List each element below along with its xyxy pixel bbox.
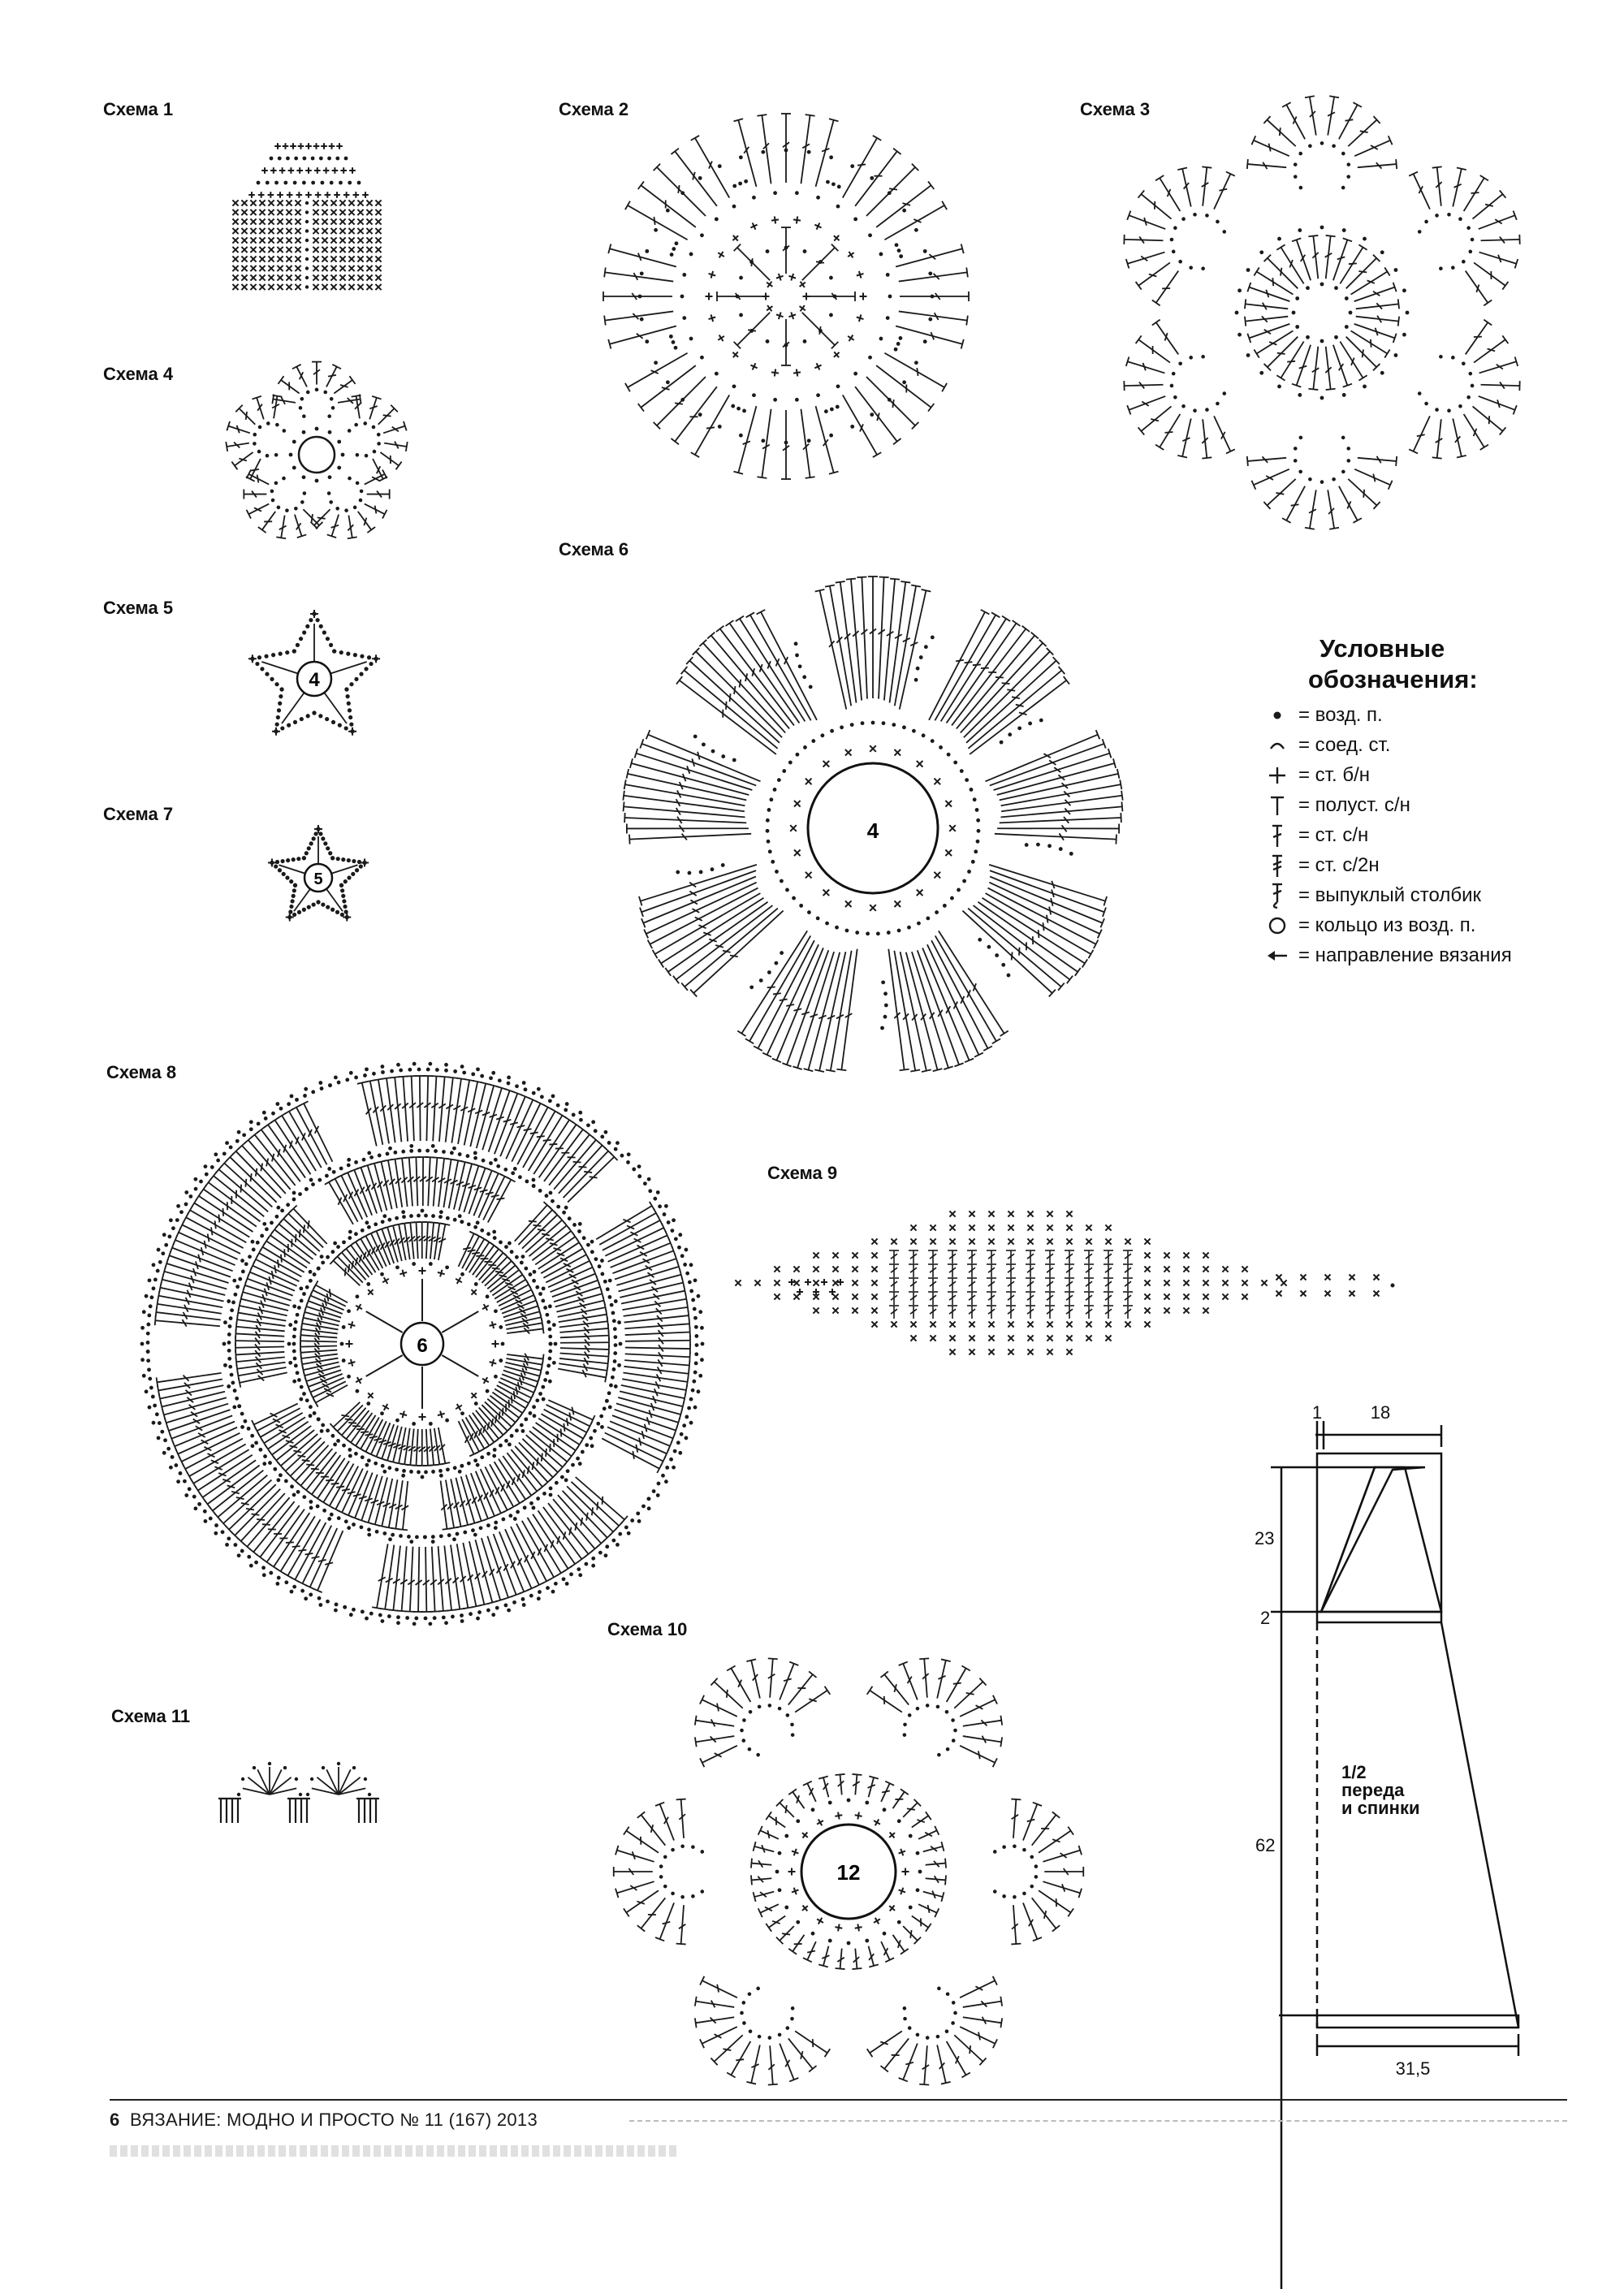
legend-item — [1263, 820, 1620, 850]
legend-item — [1263, 760, 1620, 790]
legend-list — [1263, 700, 1620, 970]
legend-item — [1263, 880, 1620, 910]
dot-icon — [1263, 702, 1292, 728]
legend — [1263, 633, 1620, 970]
scheme-8-label: Схема 8 — [106, 1062, 177, 1082]
scheme-7-diagram — [256, 812, 382, 934]
legend-item-text: = соед. ст. — [1298, 733, 1391, 756]
ring-icon — [1263, 913, 1292, 939]
dim-top-height: 23 — [1255, 1528, 1275, 1548]
scheme-10-diagram — [617, 1632, 1080, 2111]
legend-item-text: = кольцо из возд. п. — [1298, 913, 1476, 936]
scheme-5-label: Схема 5 — [103, 598, 174, 618]
legend-item — [1263, 790, 1620, 820]
body-side-line — [1441, 1622, 1518, 2028]
scheme-10-center-count: 12 — [836, 1860, 861, 1885]
legend-item — [1263, 850, 1620, 880]
raised-stitch-icon — [1263, 883, 1292, 909]
legend-item-text: = ст. с/н — [1298, 823, 1369, 846]
scheme-11-diagram — [213, 1738, 416, 1835]
scheme-4-diagram — [226, 361, 408, 548]
legend-item — [1263, 910, 1620, 940]
scheme-5-diagram — [235, 593, 394, 755]
scheme-2-label: Схема 2 — [559, 99, 629, 119]
arc-icon — [1263, 732, 1292, 758]
footer-rule — [110, 2099, 1567, 2101]
scheme-6-diagram — [564, 524, 1181, 1133]
dc-icon — [1263, 823, 1292, 849]
scheme-2-diagram — [591, 97, 981, 495]
scheme-6-label: Схема 6 — [559, 539, 629, 559]
scheme-1-diagram — [227, 126, 390, 304]
scheme-9-label: Схема 9 — [767, 1163, 838, 1183]
scheme-8-center-count: 6 — [417, 1335, 428, 1357]
piece-label-1: 1/2 — [1341, 1762, 1367, 1782]
legend-item-text: = направление вязания — [1298, 944, 1512, 966]
dim-top-small: 1 — [1311, 1402, 1323, 1423]
scheme-3-label: Схема 3 — [1080, 99, 1151, 119]
legend-item-text: = полуст. с/н — [1298, 793, 1410, 816]
scheme-7-center-count: 5 — [313, 870, 323, 888]
yoke-outline — [1317, 1453, 1441, 1612]
plus-icon — [1263, 762, 1292, 788]
page-number: 6 — [110, 2110, 120, 2130]
scheme-7-label: Схема 7 — [103, 804, 174, 824]
scheme-4-label: Схема 4 — [103, 364, 174, 384]
piece-label-2: переда — [1341, 1780, 1405, 1800]
legend-item — [1263, 700, 1620, 730]
scheme-9-diagram — [775, 1190, 1409, 1384]
tr-icon — [1263, 853, 1292, 879]
legend-item-text: = ст. с/2н — [1298, 853, 1380, 876]
scheme-5-center-count: 4 — [309, 669, 320, 691]
scheme-8-diagram — [130, 1043, 715, 1644]
scheme-11-label: Схема 11 — [111, 1706, 191, 1726]
bleed-through-text — [110, 2145, 678, 2157]
dim-body-height: 62 — [1255, 1835, 1276, 1855]
legend-item-text: = ст. б/н — [1298, 763, 1371, 786]
half-dc-icon — [1263, 793, 1292, 818]
arrow-left-icon — [1263, 943, 1292, 969]
footer — [0, 2095, 1624, 2192]
piece-label-3: и спинки — [1341, 1798, 1420, 1818]
legend-title-line2: обозначения: — [1308, 665, 1478, 693]
scheme-3-diagram — [1127, 97, 1517, 528]
legend-title-line1: Условные — [1320, 634, 1445, 663]
scheme-6-center-count: 4 — [866, 818, 879, 843]
legend-item-text: = возд. п. — [1298, 703, 1383, 726]
legend-item-text: = выпуклый столбик — [1298, 883, 1481, 906]
scheme-1-label: Схема 1 — [103, 99, 174, 119]
dim-band-height: 2 — [1260, 1608, 1271, 1628]
garment-pattern — [1242, 1389, 1567, 2095]
dim-top-width: 18 — [1370, 1402, 1391, 1423]
legend-item — [1263, 730, 1620, 760]
band-outline — [1317, 1612, 1441, 1622]
magazine-title: ВЯЗАНИЕ: МОДНО И ПРОСТО № 11 (167) 2013 — [130, 2110, 538, 2130]
legend-item — [1263, 940, 1620, 970]
scheme-10-label: Схема 10 — [607, 1619, 688, 1639]
dim-bottom-width: 31,5 — [1395, 2058, 1431, 2079]
footer-dashed-rule — [629, 2120, 1567, 2122]
